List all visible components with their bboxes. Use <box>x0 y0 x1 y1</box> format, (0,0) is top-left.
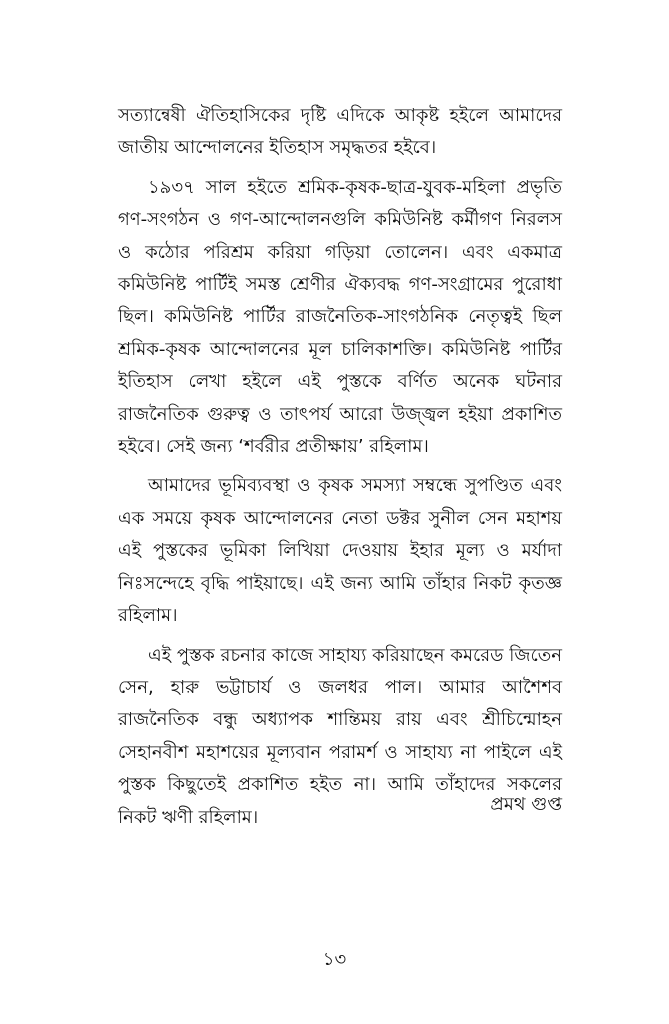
page-number: ১৩ <box>322 949 347 970</box>
body-text <box>118 100 562 834</box>
paragraph-communist-party: ১৯৩৭ সাল হইতে শ্রমিক-কৃষক-ছাত্র-যুবক-মহিলা প্রভৃতি গণ-সংগঠন ও গণ-আন্দোলনগুলি কমিউনিষ্ট কর্মীগণ নিরলস ও কঠোর পরিশ্রম করিয়া গড়িয়া তোলেন। এবং একমাত্র কমিউনিষ্ট পার্টিই সমস্ত শ্রেণীর ঐক্যবদ্ধ গণ-সংগ্রামের পুরোধা ছিল। কমিউনিষ্ট পার্টির রাজনৈতিক-সাংগঠনিক নেতৃত্বই ছিল শ্রমিক-কৃষক আন্দোলনের মূল চালিকাশক্তি। কমিউনিষ্ট পার্টির ইতিহাস লেখা হইলে এই পুস্তকে বর্ণিত অনেক ঘটনার রাজনৈতিক গুরুত্ব ও তাৎপর্য আরো উজ্জ্বল হইয়া প্রকাশিত হইবে। সেই জন্য ‘শর্বরীর প্রতীক্ষায়’ রহিলাম। <box>118 176 562 458</box>
author-signature: প্রমথ গুপ্ত <box>490 794 562 815</box>
paragraph-acknowledgement-helpers: এই পুস্তক রচনার কাজে সাহায্য করিয়াছেন কমরেড জিতেন সেন, হারু ভট্টাচার্য ও জলধর পাল। আমার আশৈশব রাজনৈতিক বন্ধু অধ্যাপক শান্তিময় রায় এবং শ্রীচিন্মোহন সেহানবীশ মহাশয়ের মূল্যবান পরামর্শ ও সাহায্য না পাইলে এই পুস্তক কিছুতেই প্রকাশিত হইত না। আমি তাঁহাদের সকলের নিকট ঋণী রহিলাম। <box>118 644 562 828</box>
paragraph-acknowledgement-preface: আমাদের ভূমিব্যবস্থা ও কৃষক সমস্যা সম্বন্ধে সুপণ্ডিত এবং এক সময়ে কৃষক আন্দোলনের নেতা ডক্টর সুনীল সেন মহাশয় এই পুস্তকের ভূমিকা লিখিয়া দেওয়ায় ইহার মূল্য ও মর্যাদা নিঃসন্দেহে বৃদ্ধি পাইয়াছে। এই জন্য আমি তাঁহার নিকট কৃতজ্ঞ রহিলাম। <box>118 475 562 627</box>
paragraph-continuation: সত্যান্বেষী ঐতিহাসিকের দৃষ্টি এদিকে আকৃষ্ট হইলে আমাদের জাতীয় আন্দোলনের ইতিহাস সমৃদ্ধতর হইবে। <box>118 105 562 159</box>
